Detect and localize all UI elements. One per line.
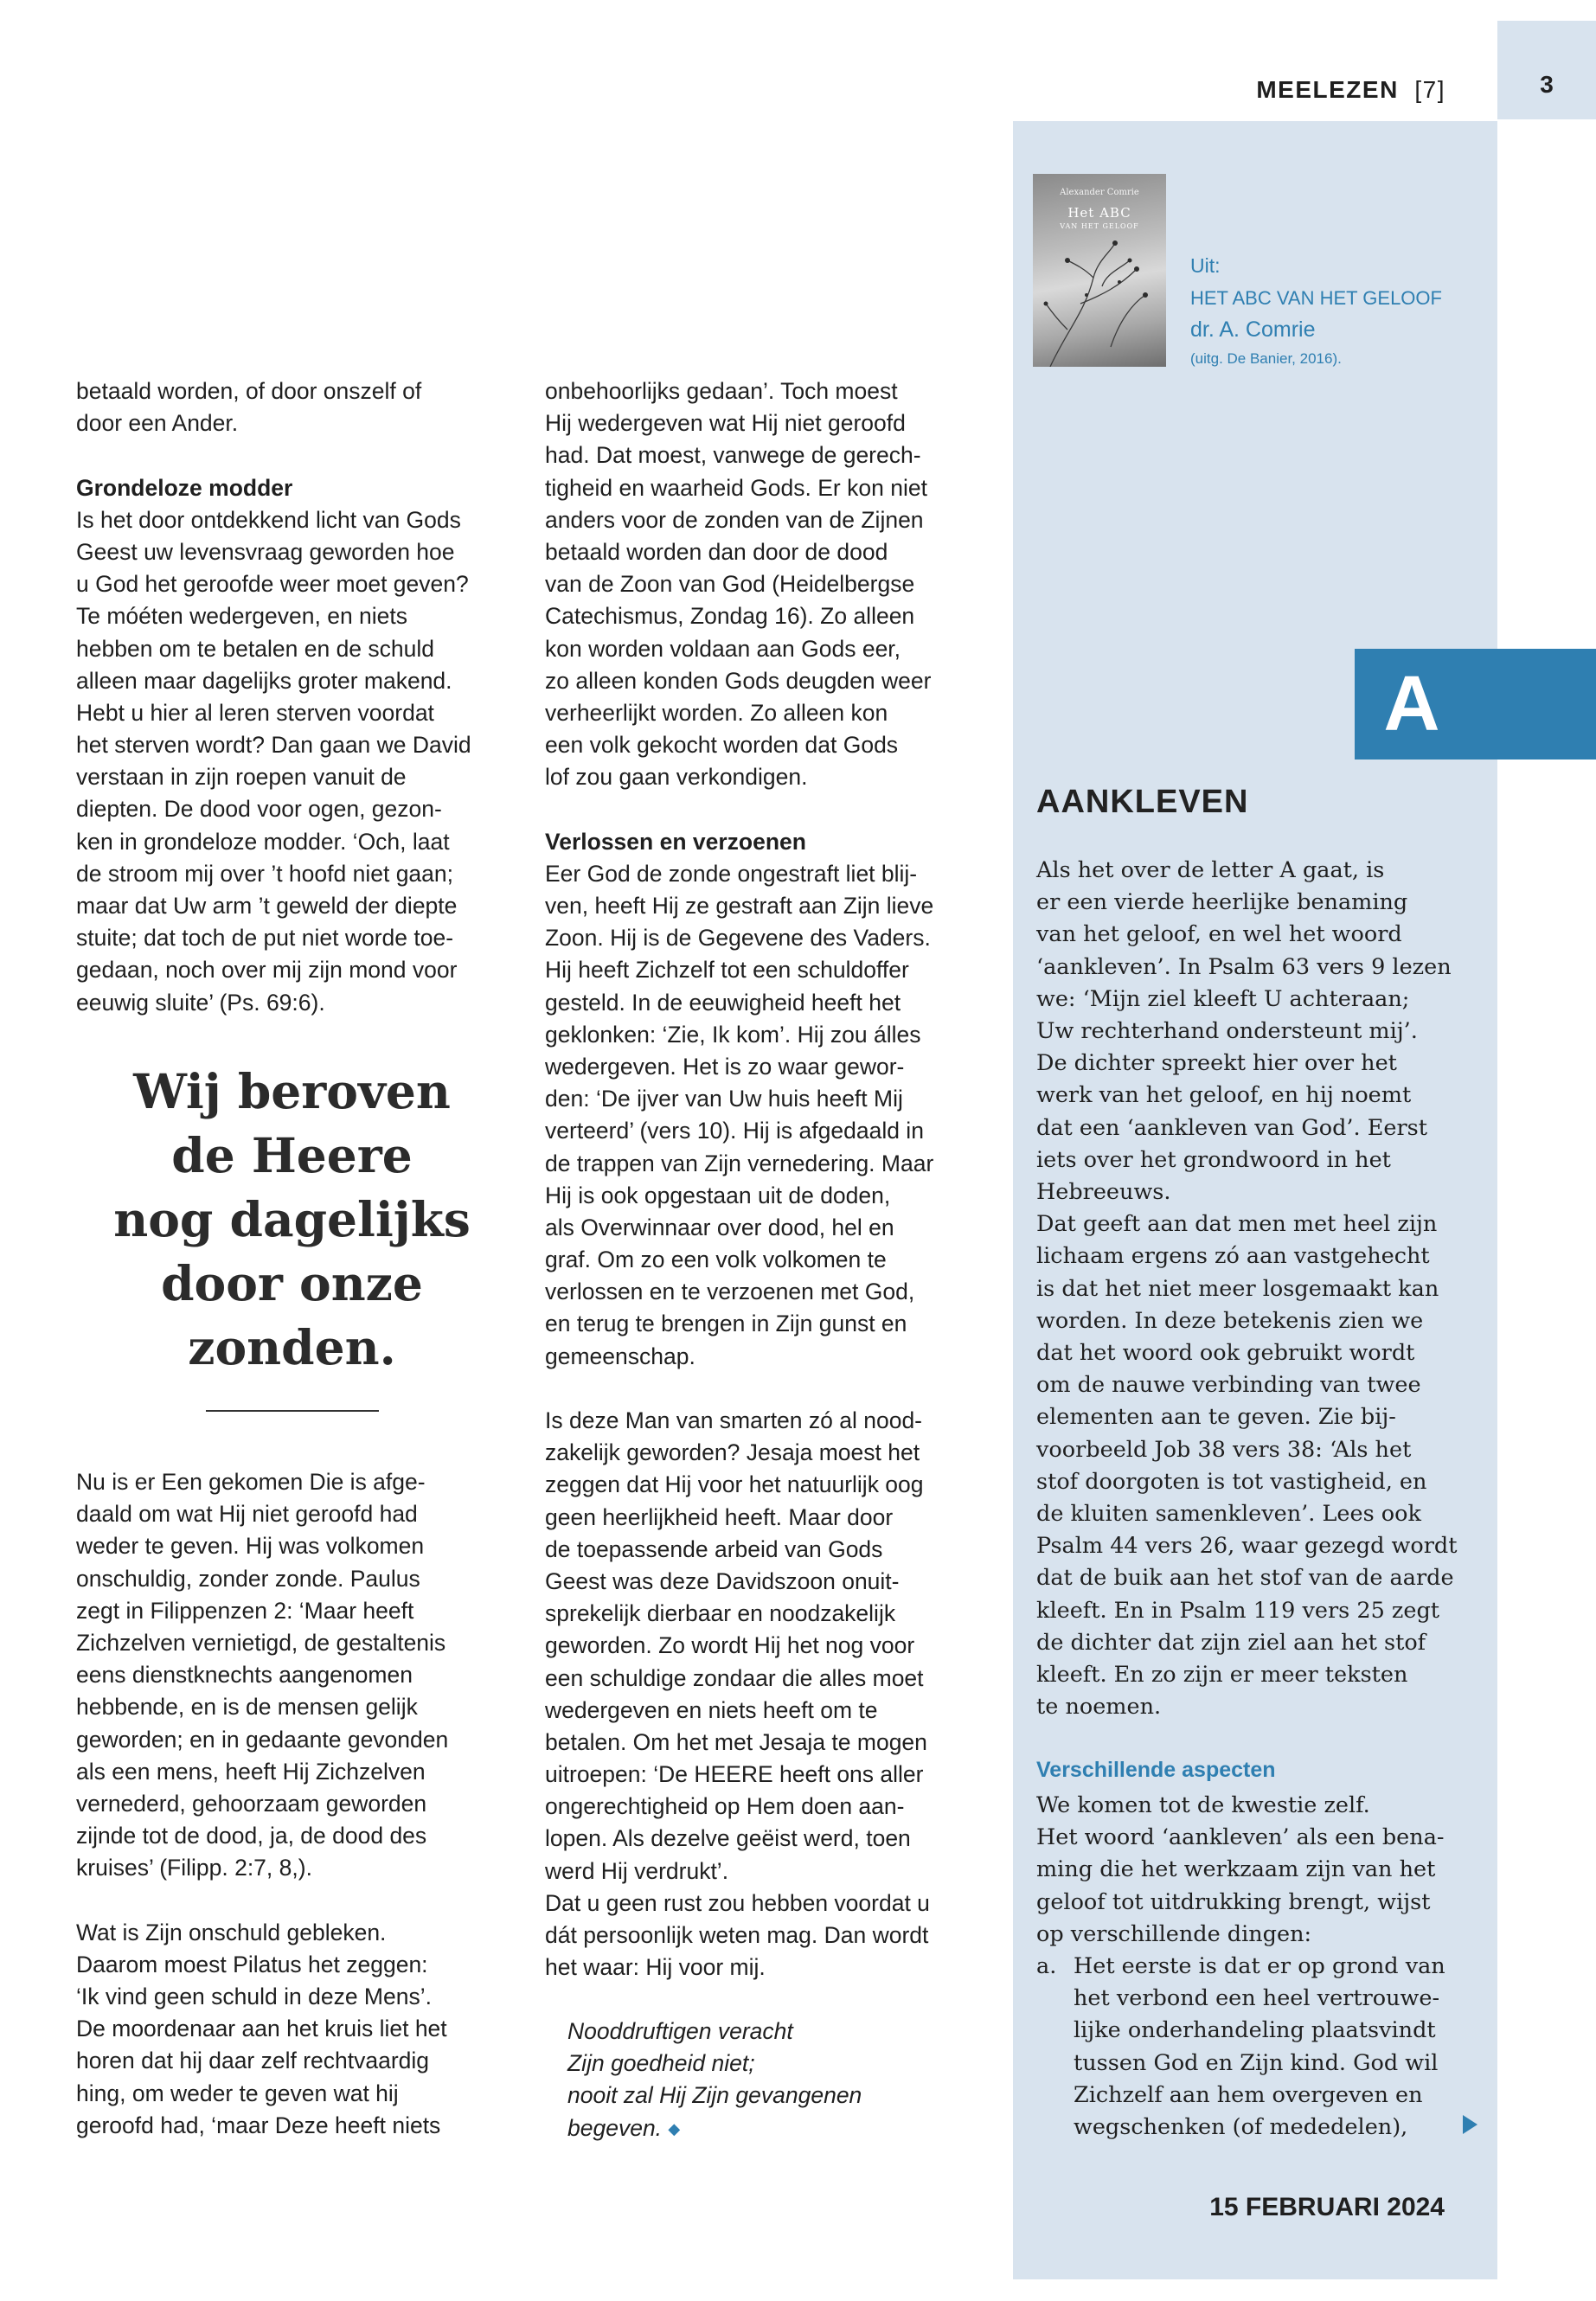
body-line: zegt in Filippenzen 2: ‘Maar heeft — [76, 1597, 414, 1624]
body-line: wedergeven. Het is zo waar gewor- — [545, 1053, 905, 1080]
pull-quote-line: Wij beroven — [133, 1063, 451, 1119]
body-line: verheerlijkt worden. Zo alleen kon — [545, 699, 888, 726]
body-line: Zichzelven vernietigd, de gestaltenis — [76, 1629, 446, 1656]
sidebar-subheading: Verschillende aspecten — [1036, 1758, 1276, 1782]
sidebar-body2-line: Het woord ‘aankleven’ als een bena- — [1036, 1824, 1445, 1851]
body-line: diepten. De dood voor ogen, gezon- — [76, 796, 442, 823]
body-line: u God het geroofde weer moet geven? — [76, 571, 469, 598]
body-line: had. Dat moest, vanwege de gerech- — [545, 442, 921, 469]
body-line: als Overwinnaar over dood, hel en — [545, 1214, 894, 1240]
column-1-lower — [76, 1466, 526, 2142]
sidebar-body-line: Uw rechterhand ondersteunt mij’. — [1036, 1018, 1418, 1045]
body-line: lopen. Als dezelve geëist werd, toen — [545, 1825, 911, 1852]
body-line: en terug te brengen in Zijn gunst en — [545, 1311, 907, 1337]
body-line: geroofd had, ‘maar Deze heeft niets — [76, 2112, 441, 2138]
book-cover-image — [1033, 174, 1166, 367]
continue-arrow-icon — [1463, 2115, 1477, 2134]
column-1 — [76, 375, 526, 1019]
body-line: werd Hij verdrukt’. — [545, 1857, 729, 1884]
verse-line: Nooddruftigen veracht — [567, 2018, 793, 2044]
body-line: het sterven wordt? Dan gaan we David — [76, 732, 471, 759]
sidebar-body-line: elementen aan te geven. Zie bij- — [1036, 1404, 1396, 1431]
list-item — [1074, 1951, 1445, 2144]
sidebar-body-line: lichaam ergens zó aan vastgehecht — [1036, 1243, 1430, 1270]
body-line: Te móéten wedergeven, en niets — [76, 603, 408, 630]
body-line: graf. Om zo een volk volkomen te — [545, 1247, 887, 1273]
sidebar-body-line: De dichter spreekt hier over het — [1036, 1050, 1397, 1077]
body-line: verlossen en te verzoenen met God, — [545, 1279, 915, 1305]
pull-quote-line: nog dagelijks — [113, 1191, 471, 1247]
body-line: gemeenschap. — [545, 1343, 695, 1369]
body-line: hebbende, en is de mensen gelijk — [76, 1694, 418, 1721]
body-line: Catechismus, Zondag 16). Zo alleen — [545, 603, 915, 630]
body-line: Nu is er Een gekomen Die is afge- — [76, 1469, 426, 1495]
body-line: geworden. Zo wordt Hij het nog voor — [545, 1632, 915, 1659]
body-line: horen dat hij daar zelf rechtvaardig — [76, 2048, 430, 2074]
sidebar-body-line: om de nauwe verbinding van twee — [1036, 1372, 1421, 1399]
body-line: betalen. Om het met Jesaja te mogen — [545, 1728, 927, 1755]
source-label: Uit: — [1190, 254, 1221, 277]
body-line: het waar: Hij voor mij. — [545, 1954, 766, 1981]
body-line: zijnde tot de dood, ja, de dood des — [76, 1823, 427, 1849]
pull-quote — [95, 1060, 489, 1380]
subheading-verlossen-en-verzoenen: Verlossen en verzoenen — [545, 828, 806, 855]
sidebar-body-line: ‘aankleven’. In Psalm 63 vers 9 lezen — [1036, 953, 1452, 980]
book-cover-title: Het ABC — [1067, 205, 1131, 221]
body-line: Geest was deze Davidszoon onuit- — [545, 1567, 900, 1594]
body-line: Is het door ontdekkend licht van Gods — [76, 506, 461, 533]
body-line: zeggen dat Hij voor het natuurlijk oog — [545, 1471, 924, 1498]
sidebar-body-line: de dichter dat zijn ziel aan het stof — [1036, 1629, 1426, 1656]
sidebar-body-line: Psalm 44 vers 26, waar gezegd wordt — [1036, 1533, 1458, 1560]
book-cover-branches-illustration — [1033, 174, 1166, 367]
sidebar-body-line: dat het woord ook gebruikt wordt — [1036, 1340, 1415, 1367]
list-item-line: tussen God en Zijn kind. God wil — [1074, 2049, 1439, 2076]
body-line: tigheid en waarheid Gods. Er kon niet — [545, 474, 927, 501]
body-line: hebben om te betalen en de schuld — [76, 635, 435, 662]
body-line: ‘Ik vind geen schuld in deze Mens’. — [76, 1984, 432, 2009]
body-line: onbehoorlijks gedaan’. Toch moest — [545, 378, 898, 404]
body-line: de stroom mij over ’t hoofd niet gaan; — [76, 860, 454, 887]
list-item-line: wegschenken (of mededelen), — [1074, 2114, 1408, 2141]
body-line: Geest uw levensvraag geworden hoe — [76, 538, 455, 565]
body-line: lof zou gaan verkondigen. — [545, 764, 808, 791]
body-line: gesteld. In de eeuwigheid heeft het — [545, 989, 901, 1016]
sidebar-body-line: voorbeeld Job 38 vers 38: ‘Als het — [1036, 1436, 1412, 1463]
sidebar-heading: AANKLEVEN — [1036, 784, 1249, 820]
book-cover-author: Alexander Comrie — [1060, 188, 1139, 197]
body-line: wedergeven en niets heeft om te — [545, 1696, 878, 1723]
letter-marker-text: A — [1383, 661, 1440, 747]
closing-verse — [567, 2016, 862, 2145]
subheading-grondeloze-modder: Grondeloze modder — [76, 474, 293, 501]
body-line: De moordenaar aan het kruis liet het — [76, 2016, 447, 2042]
body-line: als een mens, heeft Hij Zichzelven — [76, 1758, 426, 1785]
footer-date: 15 FEBRUARI 2024 — [1209, 2193, 1445, 2221]
section-number: [7] — [1414, 76, 1445, 103]
body-line: ongerechtigheid op Hem doen aan- — [545, 1793, 905, 1820]
body-line: zakelijk geworden? Jesaja moest het — [545, 1439, 920, 1466]
list-item-line: Het eerste is dat er op grond van — [1074, 1953, 1445, 1979]
body-line: geworden; en in gedaante gevonden — [76, 1726, 449, 1753]
verse-line-text: begeven. — [567, 2114, 663, 2141]
body-line: hing, om weder te geven wat hij — [76, 2080, 399, 2106]
body-line: weder te geven. Hij was volkomen — [76, 1533, 425, 1560]
sidebar-body-line: kleeft. En in Psalm 119 vers 25 zegt — [1036, 1597, 1440, 1624]
body-line: van de Zoon van God (Heidelbergse — [545, 571, 915, 598]
body-line: Wat is Zijn onschuld gebleken. — [76, 1919, 387, 1945]
body-line: verteerd’ (vers 10). Hij is afgedaald in — [545, 1118, 924, 1144]
sidebar-body-line: we: ‘Mijn ziel kleeft U achteraan; — [1036, 985, 1410, 1012]
body-line: dát persoonlijk weten mag. Dan wordt — [545, 1922, 929, 1948]
body-line: vernederd, gehoorzaam geworden — [76, 1790, 427, 1817]
section-title — [1256, 76, 1445, 104]
body-line: Hebt u hier al leren sterven voordat — [76, 699, 434, 726]
body-line: verstaan in zijn roepen vanuit de — [76, 764, 407, 791]
verse-line: nooit zal Hij Zijn gevangenen — [567, 2082, 862, 2109]
body-line: ven, heeft Hij ze gestraft aan Zijn lieve — [545, 893, 934, 919]
body-line: Dat u geen rust zou hebben voordat u — [545, 1889, 930, 1916]
body-line: de trappen van Zijn vernedering. Maar — [545, 1150, 934, 1176]
source-author: dr. A. Comrie — [1190, 317, 1316, 342]
sidebar-body-2 — [1036, 1790, 1469, 1951]
body-line: een schuldige zondaar die alles moet — [545, 1664, 924, 1691]
sidebar-body-line: is dat het niet meer losgemaakt kan — [1036, 1275, 1439, 1302]
body-line: Zoon. Hij is de Gegevene des Vaders. — [545, 925, 931, 952]
sidebar-body2-line: geloof tot uitdrukking brengt, wijst — [1036, 1888, 1431, 1915]
verse-line: Zijn goedheid niet; — [567, 2050, 755, 2077]
body-line: door een Ander. — [76, 410, 239, 437]
list-item-line: het verbond een heel vertrouwe- — [1074, 1985, 1440, 2012]
body-line: Hij wedergeven wat Hij niet geroofd — [545, 410, 906, 437]
pull-quote-line: zonden. — [188, 1319, 396, 1375]
page-number: 3 — [1540, 71, 1554, 98]
sidebar-body-line: stof doorgoten is tot vastigheid, en — [1036, 1468, 1427, 1495]
source-title: HET ABC VAN HET GELOOF — [1190, 287, 1442, 309]
sidebar-body-line: er een vierde heerlijke benaming — [1036, 889, 1408, 916]
sidebar-body-line: Dat geeft aan dat men met heel zijn — [1036, 1211, 1438, 1238]
sidebar-body-line: Hebreeuws. — [1036, 1179, 1171, 1206]
sidebar-body2-line: op verschillende dingen: — [1036, 1920, 1312, 1947]
sidebar-body-line: te noemen. — [1036, 1694, 1162, 1721]
body-line: alleen maar dagelijks groter makend. — [76, 667, 452, 694]
sidebar-body-line: van het geloof, en wel het woord — [1036, 921, 1402, 948]
body-line: Is deze Man van smarten zó al nood- — [545, 1407, 923, 1433]
body-line: betaald worden dan door de dood — [545, 538, 888, 565]
body-line: maar dat Uw arm ’t geweld der diepte — [76, 893, 458, 919]
body-line: stuite; dat toch de put niet worde toe- — [76, 925, 454, 952]
body-line: Daarom moest Pilatus het zeggen: — [76, 1951, 428, 1977]
pull-quote-line: door onze — [161, 1255, 423, 1311]
sidebar-body-line: worden. In deze betekenis zien we — [1036, 1307, 1424, 1334]
end-diamond-icon: ◆ — [668, 2119, 681, 2138]
letter-marker — [1355, 649, 1596, 760]
sidebar-body2-line: ming die het werkzaam zijn van het — [1036, 1856, 1436, 1883]
sidebar-body — [1036, 855, 1469, 1723]
list-item-line: Zichzelf aan hem overgeven en — [1074, 2081, 1423, 2108]
body-line: anders voor de zonden van de Zijnen — [545, 506, 924, 533]
sidebar-body-line: de kluiten samenkleven’. Lees ook — [1036, 1501, 1421, 1528]
body-line: daald om wat Hij niet geroofd had — [76, 1501, 418, 1528]
body-line: sprekelijk dierbaar en noodzakelijk — [545, 1600, 896, 1627]
sidebar-body-line: Als het over de letter A gaat, is — [1036, 857, 1385, 883]
body-line: ken in grondeloze modder. ‘Och, laat — [76, 828, 450, 855]
body-line: een volk gekocht worden dat Gods — [545, 732, 899, 759]
page-number-tab — [1497, 21, 1596, 119]
section-title-text: MEELEZEN — [1256, 76, 1399, 103]
body-line: zo alleen konden Gods deugden weer — [545, 667, 932, 694]
sidebar-body-line: iets over het grondwoord in het — [1036, 1146, 1391, 1173]
body-line: geen heerlijkheid heeft. Maar door — [545, 1503, 894, 1530]
list-marker: a. — [1036, 1953, 1057, 1979]
sidebar-body-line: dat de buik aan het stof van de aarde — [1036, 1565, 1454, 1592]
body-line: Hij is ook opgestaan uit de doden, — [545, 1182, 891, 1208]
sidebar-body-line: kleeft. En zo zijn er meer teksten — [1036, 1662, 1408, 1689]
pull-quote-divider — [206, 1410, 379, 1412]
sidebar-body-line: werk van het geloof, en hij noemt — [1036, 1082, 1412, 1109]
body-line: kon worden voldaan aan Gods eer, — [545, 635, 901, 662]
verse-line — [567, 2112, 862, 2145]
pull-quote-line: de Heere — [171, 1127, 413, 1183]
body-line: uitroepen: ‘De HEERE heeft ons aller — [545, 1761, 924, 1788]
body-line: de toepassende arbeid van Gods — [545, 1535, 883, 1562]
book-cover-subtitle: VAN HET GELOOF — [1060, 222, 1139, 230]
sidebar-body2-line: We komen tot de kwestie zelf. — [1036, 1792, 1370, 1818]
body-line: betaald worden, of door onszelf of — [76, 378, 422, 404]
source-citation — [1190, 250, 1484, 372]
body-line: eens dienstknechts aangenomen — [76, 1662, 413, 1689]
body-line: gedaan, noch over mij zijn mond voor — [76, 957, 458, 984]
body-line: Eer God de zonde ongestraft liet blij- — [545, 860, 918, 887]
body-line: den: ‘De ijver van Uw huis heeft Mij — [545, 1086, 903, 1112]
body-line: eeuwig sluite’ (Ps. 69:6). — [76, 989, 325, 1016]
body-line: onschuldig, zonder zonde. Paulus — [76, 1565, 420, 1592]
sidebar-body-line: dat een ‘aankleven van God’. Eerst — [1036, 1114, 1427, 1141]
body-line: geklonken: ‘Zie, Ik kom’. Hij zou álles — [545, 1021, 921, 1048]
column-2 — [545, 375, 995, 1984]
source-publisher: (uitg. De Banier, 2016). — [1190, 350, 1342, 367]
list-item-line: lijke onderhandeling plaatsvindt — [1074, 2017, 1436, 2044]
body-line: Hij heeft Zichzelf tot een schuldoffer — [545, 957, 909, 984]
body-line: kruises’ (Filipp. 2:7, 8,). — [76, 1855, 312, 1881]
